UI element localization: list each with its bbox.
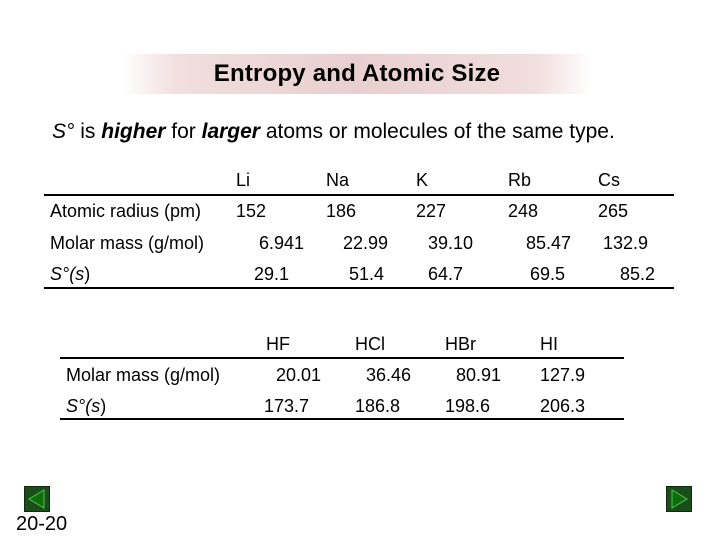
table-header: HI [540, 334, 558, 354]
triangle-right-icon [667, 487, 691, 511]
table-cell: 80.91 [456, 365, 502, 385]
entropy-label-state: s [75, 264, 85, 284]
table-header: HF [266, 334, 290, 354]
statement-text-2: for [165, 120, 202, 143]
entropy-label-main: S°( [50, 264, 76, 284]
table-cell: 22.99 [343, 233, 389, 253]
table-header: Cs [598, 170, 620, 190]
table-cell: 20.01 [276, 365, 322, 385]
table-cell: 248 [508, 201, 539, 221]
table-cell: 132.9 [603, 233, 649, 253]
table-cell: 152 [236, 201, 267, 221]
entropy-label-state: s [91, 396, 101, 416]
table-cell: 186 [326, 201, 357, 221]
table-cell: 173.7 [264, 396, 310, 416]
row-label-entropy [66, 396, 106, 416]
entropy-symbol: S° [52, 120, 75, 143]
statement-emphasis-higher: higher [101, 120, 166, 143]
table-header: Na [326, 170, 350, 190]
table-header: HCl [355, 334, 385, 354]
table-cell: 206.3 [540, 396, 586, 416]
table-header: K [416, 170, 429, 190]
table-cell: 265 [598, 201, 629, 221]
row-label: Atomic radius (pm) [50, 201, 202, 221]
slide-title: Entropy and Atomic Size [213, 60, 501, 87]
table-cell: 36.46 [366, 365, 412, 385]
entropy-label-main: S°( [66, 396, 92, 416]
table-cell: 85.47 [526, 233, 572, 253]
table-cell: 29.1 [254, 264, 290, 284]
row-label-entropy [50, 264, 90, 284]
table-cell: 69.5 [530, 264, 566, 284]
table-cell: 198.6 [445, 396, 491, 416]
next-slide-button[interactable] [666, 486, 692, 512]
statement-text-3: atoms or molecules of the same type. [259, 120, 615, 143]
table-rule-bottom [44, 287, 674, 289]
table-cell: 51.4 [349, 264, 385, 284]
row-label: Molar mass (g/mol) [50, 233, 205, 253]
table-cell: 127.9 [540, 365, 586, 385]
table-rule-bottom [60, 418, 624, 420]
table-cell: 64.7 [428, 264, 464, 284]
title-banner [122, 54, 592, 94]
table-rule-top [60, 357, 624, 359]
table-cell: 227 [416, 201, 447, 221]
statement-text-1: is [74, 120, 102, 143]
table-header: HBr [445, 334, 476, 354]
triangle-left-icon [25, 487, 49, 511]
table-cell: 186.8 [355, 396, 401, 416]
page-number: 20-20 [16, 513, 68, 535]
table-header: Rb [508, 170, 532, 190]
table-cell: 6.941 [259, 233, 305, 253]
table-cell: 39.10 [428, 233, 474, 253]
table-rule-top [44, 194, 674, 196]
slide-statement [52, 120, 615, 144]
entropy-label-close: ) [84, 264, 91, 284]
row-label: Molar mass (g/mol) [66, 365, 221, 385]
table-header: Li [236, 170, 251, 190]
statement-emphasis-larger: larger [201, 120, 260, 143]
entropy-label-close: ) [100, 396, 107, 416]
table-cell: 85.2 [620, 264, 656, 284]
previous-slide-button[interactable] [24, 486, 50, 512]
